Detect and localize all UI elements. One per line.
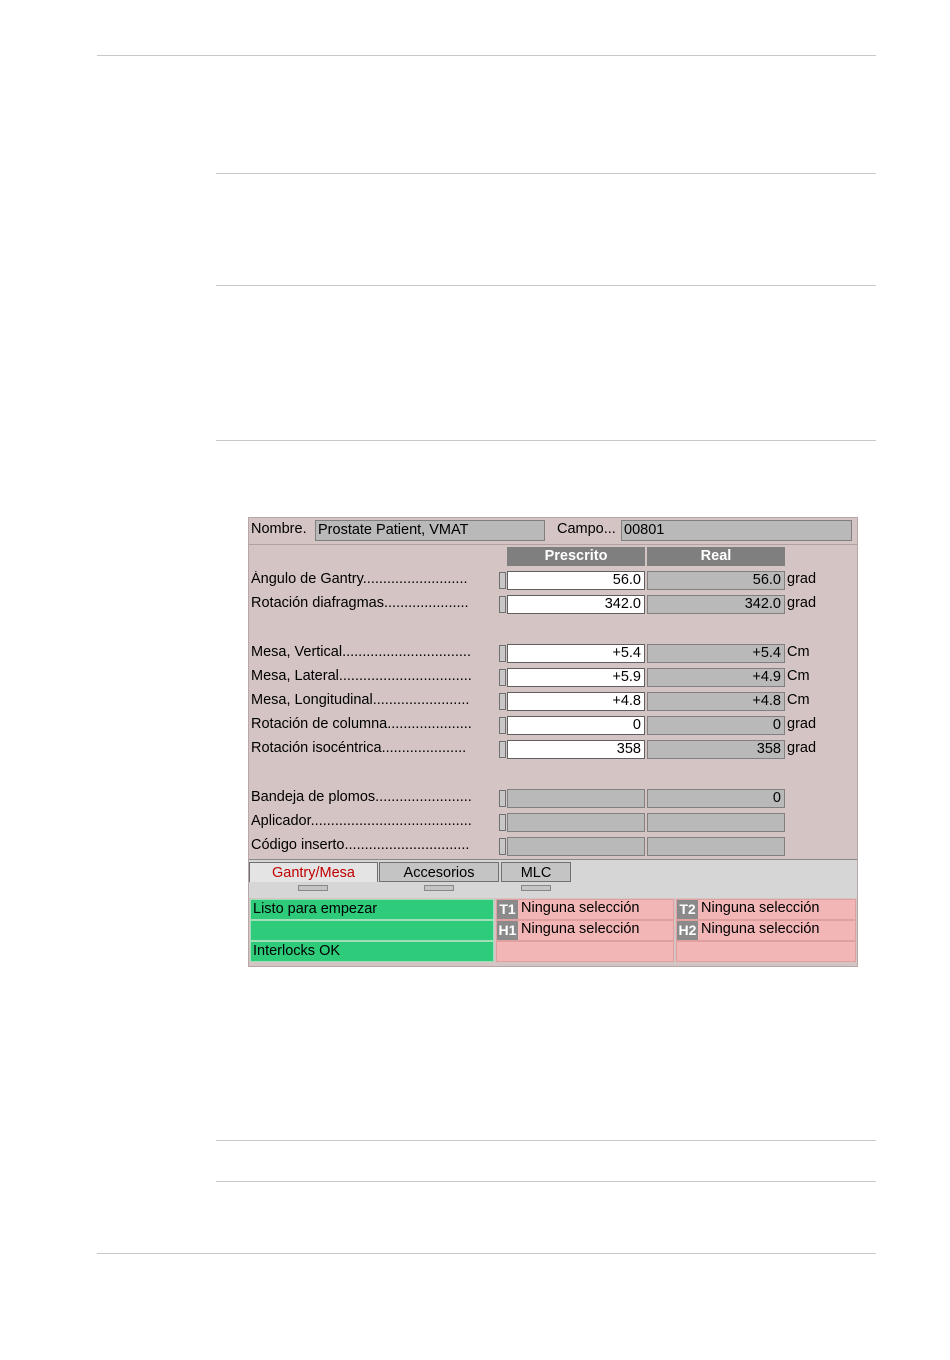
real-field: 56.0 <box>647 571 785 590</box>
status-empty <box>496 941 674 962</box>
real-field: +4.8 <box>647 692 785 711</box>
section-rule <box>216 173 876 174</box>
row-label: Código inserto............................... <box>251 837 470 853</box>
prescrito-field[interactable]: +4.8 <box>507 692 645 711</box>
t2-value: Ninguna selección <box>701 900 820 916</box>
row-select-handle[interactable] <box>499 596 506 613</box>
row-label: Rotación de columna..................... <box>251 716 472 732</box>
tab-gantry-mesa[interactable]: Gantry/Mesa <box>249 862 378 882</box>
row-select-handle[interactable] <box>499 741 506 758</box>
prescrito-field[interactable] <box>507 837 645 856</box>
unit-label: Cm <box>787 668 810 684</box>
row-label: Mesa, Longitudinal........................ <box>251 692 470 708</box>
status-ready: Listo para empezar <box>250 899 494 920</box>
column-header-real: Real <box>647 547 785 566</box>
campo-label: Campo... <box>557 521 616 537</box>
row-label: Ángulo de Gantry.......................... <box>251 571 468 587</box>
real-field: +5.4 <box>647 644 785 663</box>
tab-indicator <box>424 885 454 891</box>
tab-bar <box>249 859 857 898</box>
h1-badge: H1 <box>498 922 517 938</box>
row-label: Bandeja de plomos........................ <box>251 789 472 805</box>
t1-value: Ninguna selección <box>521 900 640 916</box>
unit-label: grad <box>787 740 817 756</box>
page-rule-top <box>97 55 876 56</box>
section-rule <box>216 440 876 441</box>
patient-name-field[interactable]: Prostate Patient, VMAT <box>315 520 545 541</box>
prescrito-field[interactable] <box>507 813 645 832</box>
unit-label: grad <box>787 595 817 611</box>
h1-value: Ninguna selección <box>521 921 640 937</box>
h2-badge: H2 <box>678 922 697 938</box>
real-field: 0 <box>647 716 785 735</box>
prescrito-field[interactable]: 342.0 <box>507 595 645 614</box>
tab-indicator <box>298 885 328 891</box>
prescrito-field[interactable]: +5.9 <box>507 668 645 687</box>
status-interlocks: Interlocks OK <box>250 941 494 962</box>
row-select-handle[interactable] <box>499 645 506 662</box>
status-blank <box>250 920 494 941</box>
t2-badge: T2 <box>677 900 698 919</box>
real-field: 342.0 <box>647 595 785 614</box>
column-header-prescrito: Prescrito <box>507 547 645 566</box>
page-rule-bottom <box>97 1253 876 1254</box>
row-select-handle[interactable] <box>499 693 506 710</box>
h2-value: Ninguna selección <box>701 921 820 937</box>
unit-label: grad <box>787 571 817 587</box>
name-label: Nombre. <box>251 521 307 537</box>
row-label: Rotación isocéntrica..................... <box>251 740 467 756</box>
header-divider <box>249 544 857 545</box>
row-label: Rotación diafragmas..................... <box>251 595 469 611</box>
prescrito-field[interactable]: 358 <box>507 740 645 759</box>
row-select-handle[interactable] <box>499 669 506 686</box>
unit-label: Cm <box>787 644 810 660</box>
prescrito-field[interactable]: 56.0 <box>507 571 645 590</box>
row-select-handle[interactable] <box>499 790 506 807</box>
tab-mlc[interactable]: MLC <box>501 862 571 882</box>
section-rule <box>216 1140 876 1141</box>
prescrito-field[interactable] <box>507 789 645 808</box>
section-rule <box>216 285 876 286</box>
row-label: Aplicador........................................ <box>251 813 472 829</box>
row-select-handle[interactable] <box>499 717 506 734</box>
section-rule <box>216 1181 876 1182</box>
row-select-handle[interactable] <box>499 572 506 589</box>
t1-badge: T1 <box>497 900 518 919</box>
real-field <box>647 837 785 856</box>
unit-label: grad <box>787 716 817 732</box>
status-empty <box>676 941 856 962</box>
row-label: Mesa, Vertical................................ <box>251 644 471 660</box>
unit-label: Cm <box>787 692 810 708</box>
real-field: 0 <box>647 789 785 808</box>
tab-indicator <box>521 885 551 891</box>
real-field: 358 <box>647 740 785 759</box>
row-label: Mesa, Lateral................................. <box>251 668 472 684</box>
prescrito-field[interactable]: 0 <box>507 716 645 735</box>
real-field: +4.9 <box>647 668 785 687</box>
campo-field[interactable]: 00801 <box>621 520 852 541</box>
tab-accesorios[interactable]: Accesorios <box>379 862 499 882</box>
row-select-handle[interactable] <box>499 814 506 831</box>
prescrito-field[interactable]: +5.4 <box>507 644 645 663</box>
treatment-parameters-panel <box>248 517 858 967</box>
row-select-handle[interactable] <box>499 838 506 855</box>
real-field <box>647 813 785 832</box>
